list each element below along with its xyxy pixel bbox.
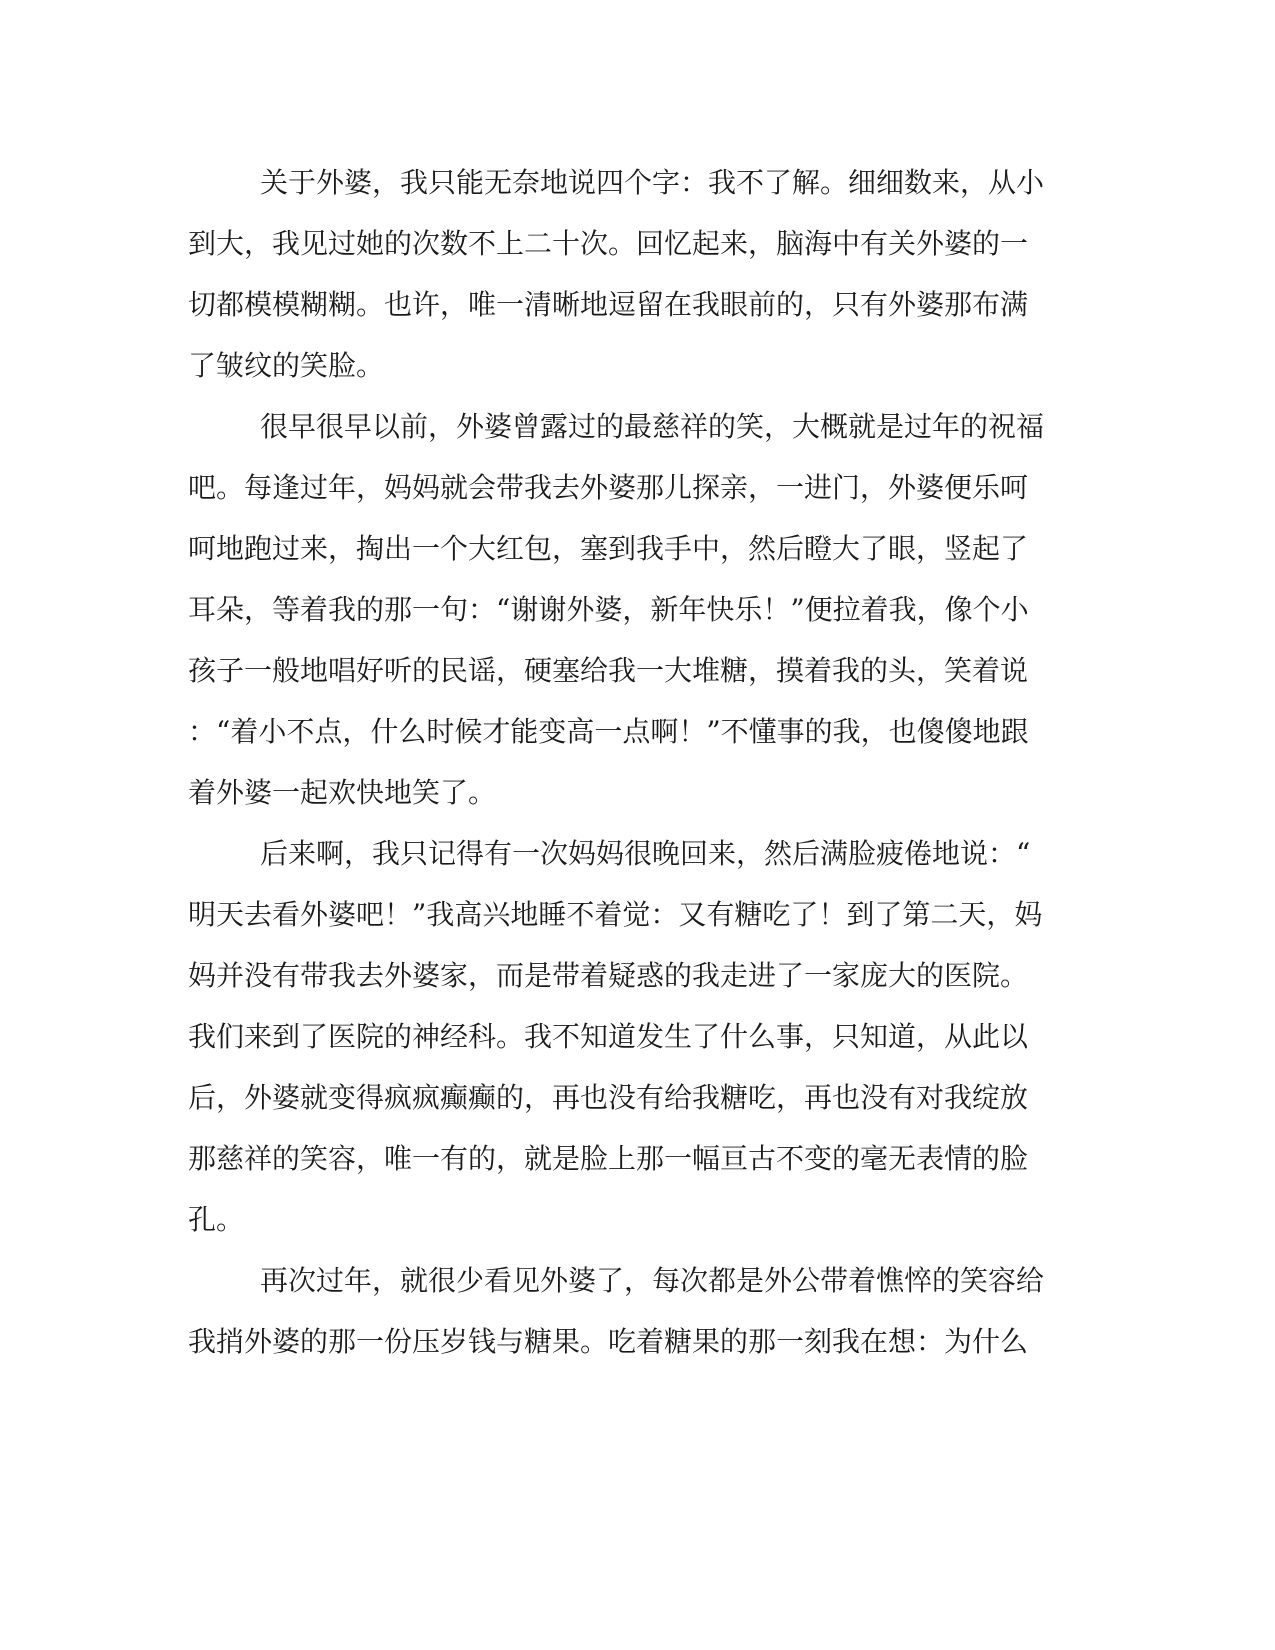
- text-line: 耳朵，等着我的那一句：“谢谢外婆，新年快乐！”便拉着我，像个小: [188, 593, 1029, 626]
- text-line: 我们来到了医院的神经科。我不知道发生了什么事，只知道，从此以: [188, 1020, 1029, 1053]
- text-line: 孔。: [188, 1203, 245, 1236]
- text-line: 关于外婆，我只能无奈地说四个字：我不了解。细细数来，从小: [260, 166, 1045, 199]
- text-line: 呵地跑过来，掏出一个大红包，塞到我手中，然后瞪大了眼，竖起了: [188, 532, 1029, 565]
- paragraph-1: [188, 152, 1068, 396]
- text-line: 吧。每逢过年，妈妈就会带我去外婆那儿探亲，一进门，外婆便乐呵: [188, 471, 1029, 504]
- text-line: 妈并没有带我去外婆家，而是带着疑惑的我走进了一家庞大的医院。: [188, 959, 1029, 992]
- text-line: 我捎外婆的那一份压岁钱与糖果。吃着糖果的那一刻我在想：为什么: [188, 1325, 1029, 1358]
- text-line: 切都模模糊糊。也许，唯一清晰地逗留在我眼前的，只有外婆那布满: [188, 288, 1029, 321]
- text-line: 再次过年，就很少看见外婆了，每次都是外公带着憔悴的笑容给: [260, 1264, 1045, 1297]
- text-line: 孩子一般地唱好听的民谣，硬塞给我一大堆糖，摸着我的头，笑着说: [188, 654, 1029, 687]
- text-line: 后来啊，我只记得有一次妈妈很晚回来，然后满脸疲倦地说：“: [260, 837, 1031, 870]
- text-line: 那慈祥的笑容，唯一有的，就是脸上那一幅亘古不变的毫无表情的脸: [188, 1142, 1029, 1175]
- paragraph-2: [188, 396, 1068, 823]
- paragraph-3: [188, 823, 1068, 1250]
- text-line: 了皱纹的笑脸。: [188, 349, 385, 382]
- body-text: [188, 152, 1068, 1372]
- text-line: 着外婆一起欢快地笑了。: [188, 776, 497, 809]
- text-line: ：“着小不点，什么时候才能变高一点啊！”不懂事的我，也傻傻地跟: [188, 715, 1029, 748]
- text-line: 到大，我见过她的次数不上二十次。回忆起来，脑海中有关外婆的一: [188, 227, 1029, 260]
- text-line: 很早很早以前，外婆曾露过的最慈祥的笑，大概就是过年的祝福: [260, 410, 1045, 443]
- text-line: 明天去看外婆吧！”我高兴地睡不着觉：又有糖吃了！到了第二天，妈: [188, 898, 1043, 931]
- text-line: 后，外婆就变得疯疯癫癫的，再也没有给我糖吃，再也没有对我绽放: [188, 1081, 1029, 1114]
- paragraph-4: [188, 1250, 1068, 1372]
